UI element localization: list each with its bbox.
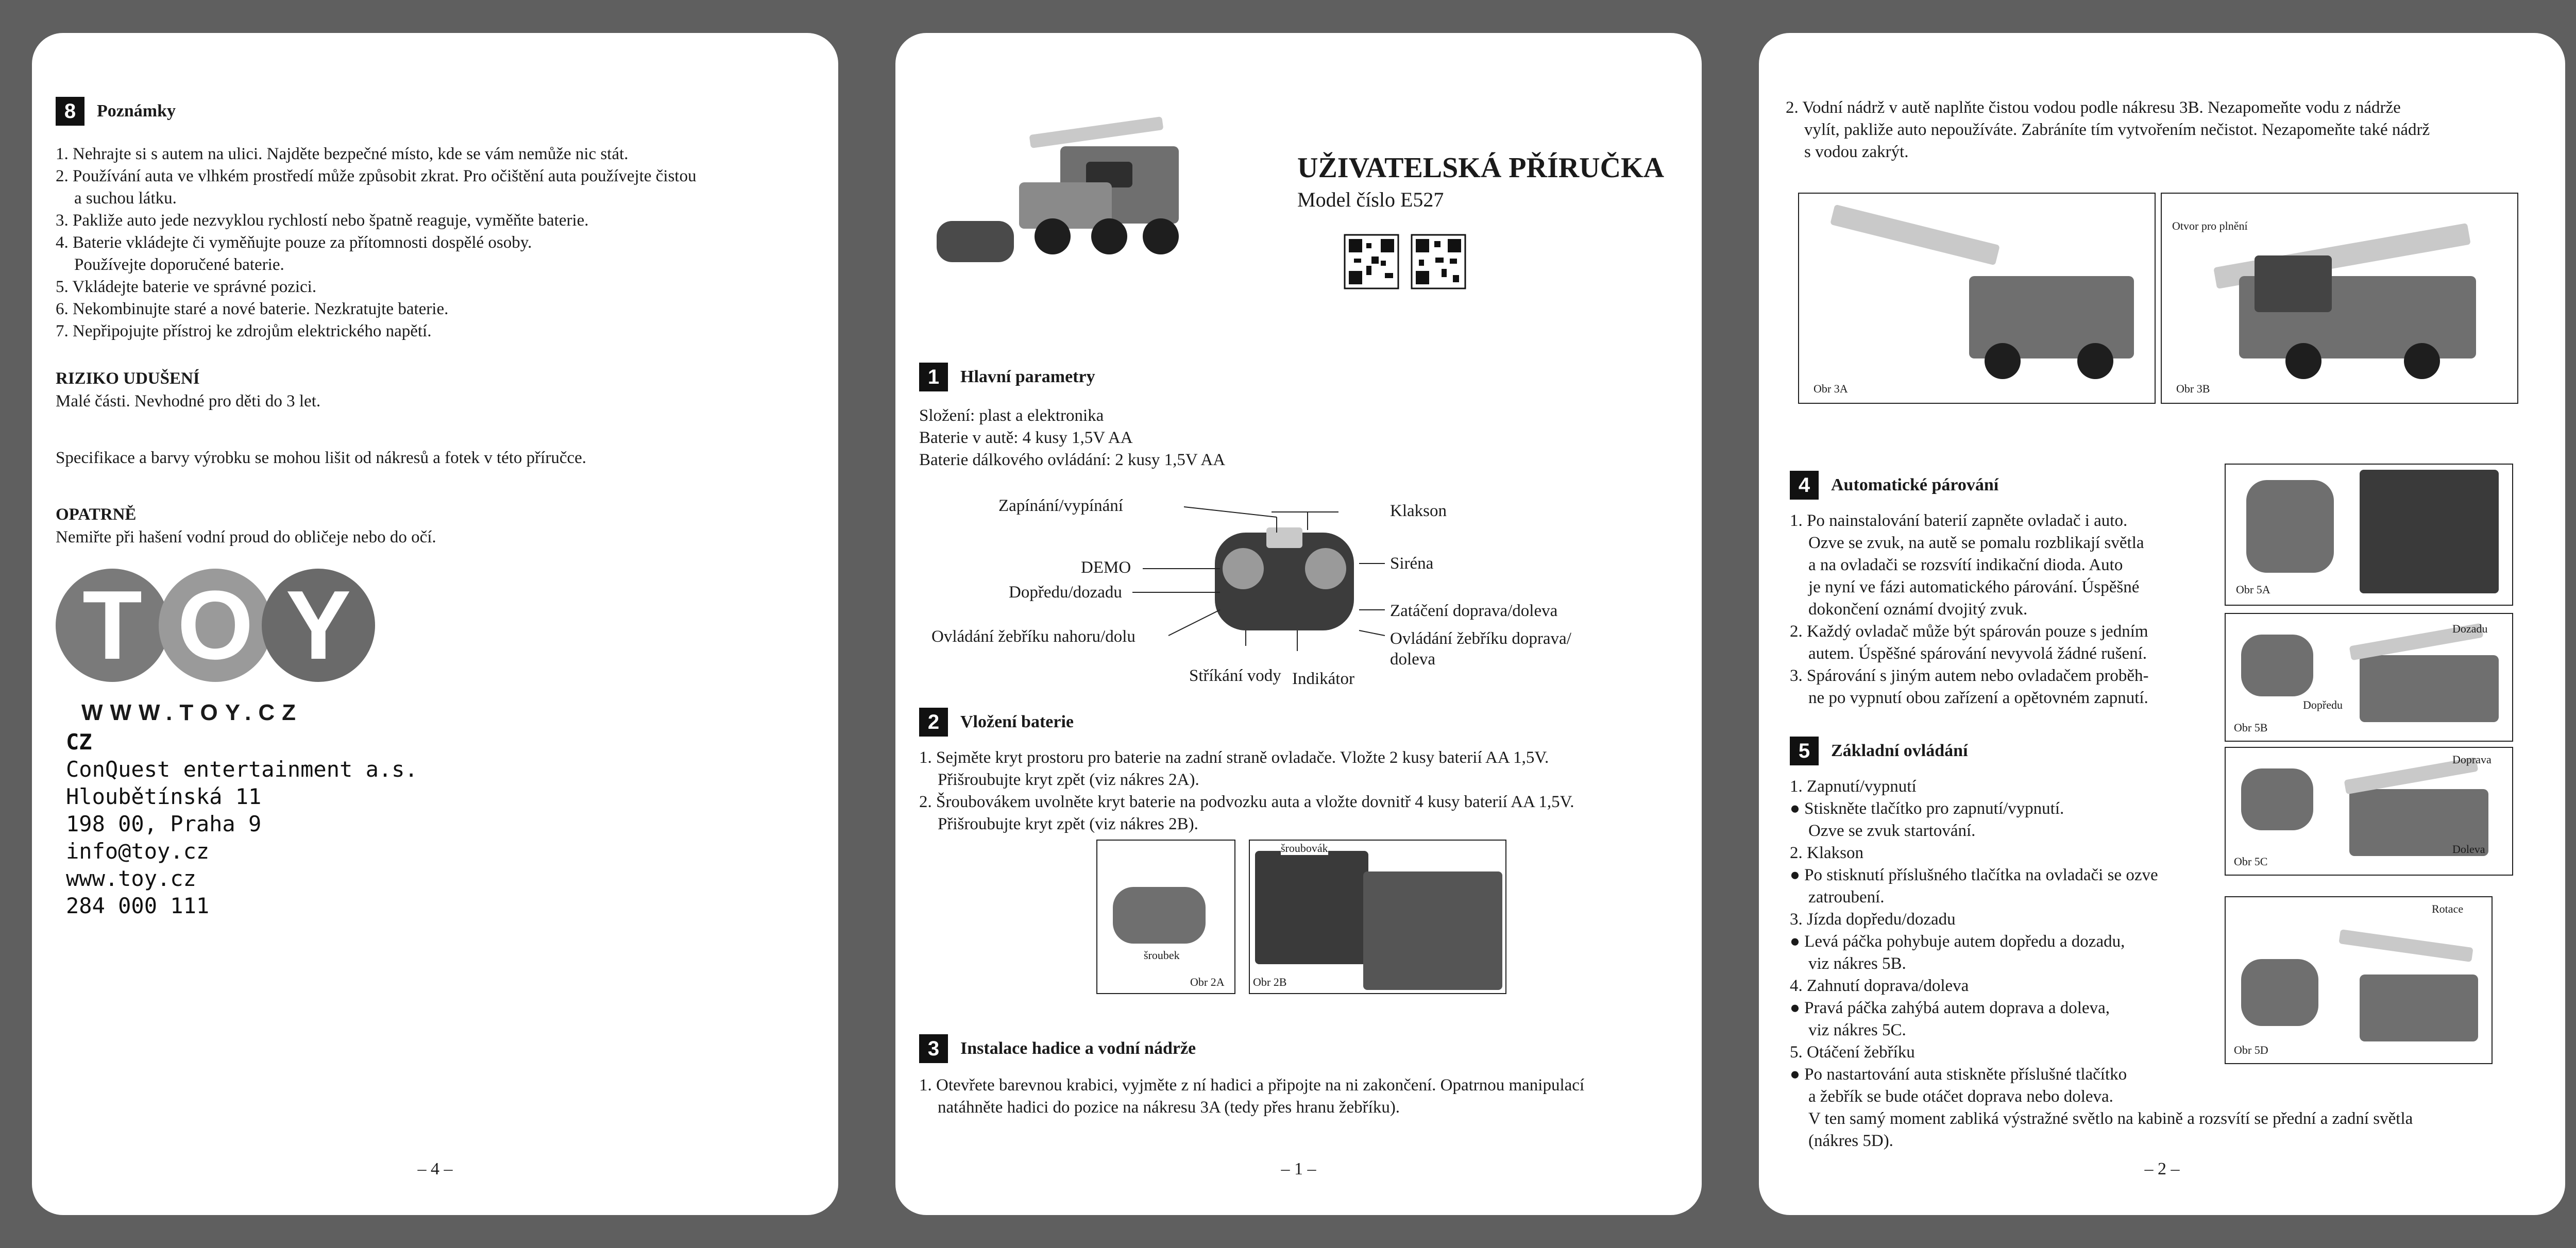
controller-image: [2241, 959, 2318, 1026]
page-4: [32, 33, 838, 1215]
section-8-header: [56, 97, 176, 126]
param-car-battery: Baterie v autě: 4 kusy 1,5V AA: [919, 429, 1133, 447]
figure-label: Obr 3A: [1814, 382, 1848, 395]
figure-5d: [2225, 896, 2493, 1064]
section-1-header: [919, 363, 1095, 391]
figure-5c: [2225, 747, 2513, 876]
figure-3a: [1798, 193, 2156, 404]
figure-label: Obr 5B: [2234, 721, 2268, 734]
toy-logo: [56, 569, 385, 733]
contact-street: Hloubětínská 11: [66, 784, 262, 809]
section-5-header: [1790, 737, 1968, 765]
controller-image: [2241, 768, 2313, 830]
contact-block: [66, 728, 418, 919]
page-2: [1759, 33, 2565, 1215]
wheel: [1091, 218, 1127, 254]
contact-email[interactable]: info@toy.cz: [66, 839, 210, 864]
hose-steps: [919, 1074, 1682, 1119]
qr-code-1-icon: [1345, 235, 1398, 288]
label-indicator: Indikátor: [1292, 670, 1354, 688]
truck-image: [2360, 975, 2478, 1041]
list-item: Přišroubujte kryt zpět (viz nákres 2A).: [938, 771, 1199, 789]
param-remote-battery: Baterie dálkového ovládání: 2 kusy 1,5V AA: [919, 451, 1226, 469]
caution-title: OPATRNĚ: [56, 505, 137, 524]
figure-3b: [2161, 193, 2518, 404]
label-power: Zapínání/vypínání: [998, 497, 1123, 515]
label-ladder-left-right-2: doleva: [1390, 650, 1435, 669]
pairing-list: [1790, 510, 2233, 709]
direction-label: Dozadu: [2452, 622, 2488, 635]
list-item: 1. Nehrajte si s autem na ulici. Najděte bezpečné místo, kde se vám nemůže nic stát.: [56, 145, 629, 163]
wheel: [1143, 218, 1179, 254]
figure-inner-label: šroubek: [1144, 949, 1180, 962]
list-item: 4. Zahnutí doprava/doleva: [1790, 977, 1969, 995]
controller-image: [2246, 480, 2334, 573]
notes-list: [56, 143, 818, 343]
figure-inner-label: Otvor pro plnění: [2172, 219, 2248, 232]
param-material: Složení: plast a elektronika: [919, 406, 1104, 425]
page-number: – 4 –: [417, 1159, 453, 1178]
section-title: Hlavní parametry: [960, 367, 1095, 386]
direction-label: Rotace: [2432, 902, 2464, 915]
section-4-header: [1790, 471, 1998, 500]
logo-letter-y: Y: [262, 569, 375, 682]
list-item: 2. Vodní nádrž v autě naplňte čistou vodou podle nákresu 3B. Nezapomeňte vodu z nádrže: [1786, 98, 2401, 117]
figure-label: Obr 2A: [1190, 976, 1225, 988]
section-3-header: [919, 1034, 1196, 1063]
section-number: 1: [919, 363, 948, 391]
list-item: Přišroubujte kryt zpět (viz nákres 2B).: [938, 815, 1198, 833]
qr-codes: [1344, 234, 1467, 292]
list-item: 1. Sejměte kryt prostoru pro baterie na zadní straně ovladače. Vložte 2 kusy baterií AA 1,5V.: [919, 748, 1549, 767]
section-title: Poznámky: [97, 101, 176, 121]
figure-label: Obr 2B: [1253, 976, 1287, 988]
truck-underside-image: [1363, 871, 1502, 990]
wheel: [1035, 218, 1071, 254]
list-item: dokončení oznámí dvojitý zvuk.: [1808, 600, 2028, 619]
list-item: ● Levá páčka pohybuje autem dopředu a dozadu,: [1790, 932, 2125, 951]
label-demo: DEMO: [1081, 558, 1131, 577]
contact-company: ConQuest entertainment a.s.: [66, 757, 418, 782]
label-ladder-up-down: Ovládání žebříku nahoru/dolu: [931, 627, 1136, 646]
logo-url: WWW.TOY.CZ: [81, 700, 303, 725]
list-item: 1. Zapnutí/vypnutí: [1790, 777, 1917, 796]
list-item: natáhněte hadici do pozice na nákresu 3A (tedy přes hranu žebříku).: [938, 1098, 1400, 1117]
direction-label: Doprava: [2452, 753, 2492, 766]
figure-label: Obr 3B: [2176, 382, 2210, 395]
logo-letter-t: T: [56, 569, 169, 682]
params-list: [919, 405, 1225, 471]
list-item: zatroubení.: [1808, 888, 1885, 907]
page-number: – 2 –: [2144, 1159, 2180, 1178]
list-item: 7. Nepřipojujte přístroj ke zdrojům elektrického napětí.: [56, 322, 432, 340]
wheel: [2077, 343, 2113, 379]
list-item: ne po vypnutí obou zařízení a opětovném zapnutí.: [1808, 689, 2148, 707]
list-item: viz nákres 5C.: [1808, 1021, 1906, 1039]
list-item: Ozve se zvuk, na autě se pomalu rozblikají světla: [1808, 534, 2144, 552]
contact-web[interactable]: www.toy.cz: [66, 866, 196, 891]
list-item: ● Po nastartování auta stiskněte příslušné tlačítko: [1790, 1065, 2127, 1084]
list-item: autem. Úspěšné spárování nevyvolá žádné rušení.: [1808, 644, 2147, 663]
list-item: 1. Otevřete barevnou krabici, vyjměte z ní hadici a připojte na ni zakončení. Opatrnou manipulací: [919, 1076, 1585, 1095]
section-number: 3: [919, 1034, 948, 1063]
remote-controller-image: [937, 221, 1014, 262]
contact-country: CZ: [66, 729, 92, 755]
truck-front-image: [2360, 470, 2499, 593]
list-item: ● Stiskněte tlačítko pro zapnutí/vypnutí.: [1790, 799, 2064, 818]
list-item: 6. Nekombinujte staré a nové baterie. Nezkratujte baterie.: [56, 300, 449, 318]
qr-code-2-icon: [1412, 235, 1465, 288]
product-image: [937, 110, 1205, 280]
figure-label: Obr 5A: [2236, 583, 2270, 596]
manual-title: UŽIVATELSKÁ PŘÍRUČKA: [1297, 152, 1665, 184]
controller-diagram: [916, 486, 1637, 692]
risk-text: Malé části. Nevhodné pro děti do 3 let.: [56, 392, 321, 411]
caution-text: Nemiřte při hašení vodní proud do obličeje nebo do očí.: [56, 528, 436, 546]
section-title: Instalace hadice a vodní nádrže: [960, 1039, 1196, 1058]
list-item: 3. Spárování s jiným autem nebo ovladačem proběh-: [1790, 666, 2149, 685]
figure-inner-label: šroubovák: [1281, 842, 1328, 854]
label-horn: Klakson: [1390, 502, 1447, 520]
list-item: ● Pravá páčka zahýbá autem doprava a doleva,: [1790, 999, 2110, 1017]
list-item: 4. Baterie vkládejte či vyměňujte pouze za přítomnosti dospělé osoby.: [56, 233, 532, 252]
page-number: – 1 –: [1281, 1159, 1316, 1178]
section-number: 4: [1790, 471, 1819, 500]
list-item: Používejte doporučené baterie.: [74, 255, 284, 274]
list-item: 2. Klakson: [1790, 844, 1863, 862]
direction-label: Doleva: [2452, 843, 2485, 856]
wheel: [1985, 343, 2021, 379]
list-item: 3. Pakliže auto jede nezvyklou rychlostí nebo špatně reaguje, vyměňte baterie.: [56, 211, 589, 230]
label-ladder-left-right: Ovládání žebříku doprava/: [1390, 629, 1571, 648]
section-number: 5: [1790, 737, 1819, 765]
model-number: Model číslo E527: [1297, 188, 1444, 211]
list-item: 2. Šroubovákem uvolněte kryt baterie na podvozku auta a vložte dovnitř 4 kusy baterií AA 1,5V.: [919, 793, 1574, 811]
list-item: 5. Otáčení žebříku: [1790, 1043, 1915, 1062]
section-number: 8: [56, 97, 84, 126]
spec-text: Specifikace a barvy výrobku se mohou lišit od nákresů a fotek v této příručce.: [56, 449, 587, 467]
direction-label: Dopředu: [2303, 698, 2343, 711]
contact-city: 198 00, Praha 9: [66, 811, 262, 836]
list-item: je nyní ve fázi automatického párování. Úspěšné: [1808, 578, 2140, 596]
label-water-spray: Stříkání vody: [1189, 666, 1281, 685]
truck-image: [2360, 655, 2499, 722]
list-item: 3. Jízda dopředu/dozadu: [1790, 910, 1956, 929]
list-item: vylít, pakliže auto nepoužíváte. Zabráníte tím vytvořením nečistot. Nezapomeňte také nádrž: [1804, 121, 2430, 139]
list-item: (nákres 5D).: [1808, 1132, 1893, 1150]
controller-back-image: [1113, 887, 1206, 944]
label-siren: Siréna: [1390, 554, 1434, 573]
controller-image: [2241, 635, 2313, 696]
figure-5a: [2225, 464, 2513, 606]
section-title: Vložení baterie: [960, 712, 1074, 731]
list-item: 5. Vkládejte baterie ve správné pozici.: [56, 278, 317, 296]
figure-5b: [2225, 613, 2513, 742]
list-item: a žebřík se bude otáčet doprava nebo doleva.: [1808, 1087, 2113, 1106]
ladder-image: [2338, 929, 2473, 962]
ladder-image: [1830, 204, 2000, 266]
section-2-header: [919, 708, 1074, 737]
logo-letter-o: O: [159, 569, 272, 682]
figure-2b: [1249, 840, 1506, 994]
figure-2a: [1096, 840, 1235, 994]
section-title: Základní ovládání: [1831, 741, 1968, 760]
list-item: 1. Po nainstalování baterií zapněte ovladač i auto.: [1790, 511, 2128, 530]
section-number: 2: [919, 708, 948, 737]
section-title: Automatické párování: [1831, 475, 1999, 494]
list-item: viz nákres 5B.: [1808, 954, 1906, 973]
truck-ladder: [1029, 116, 1163, 148]
wheel: [2285, 343, 2321, 379]
battery-steps: [919, 747, 1682, 835]
label-forward-back: Dopředu/dozadu: [1009, 583, 1122, 602]
list-item: 2. Používání auta ve vlhkém prostředí může způsobit zkrat. Pro očištění auta používejte čistou: [56, 167, 697, 185]
risk-title: RIZIKO UDUŠENÍ: [56, 369, 200, 388]
list-item: ● Po stisknutí příslušného tlačítka na ovladači se ozve: [1790, 866, 2158, 884]
figure-label: Obr 5C: [2234, 855, 2268, 868]
battery-compartment-image: [1255, 851, 1368, 964]
page-1: [895, 33, 1702, 1215]
label-turn: Zatáčení doprava/doleva: [1390, 602, 1558, 620]
list-item: 2. Každý ovladač může být spárován pouze s jedním: [1790, 622, 2148, 641]
figure-label: Obr 5D: [2234, 1044, 2268, 1056]
list-item: V ten samý moment zabliká výstražné světlo na kabině a rozsvítí se přední a zadní světla: [1808, 1109, 2413, 1128]
list-item: Ozve se zvuk startování.: [1808, 822, 1976, 840]
list-item: a na ovladači se rozsvítí indikační dioda. Auto: [1808, 556, 2123, 574]
list-item: a suchou látku.: [74, 189, 177, 208]
wheel: [2404, 343, 2440, 379]
list-item: s vodou zakrýt.: [1804, 143, 1909, 161]
contact-phone: 284 000 111: [66, 893, 210, 918]
water-steps: [1786, 97, 2548, 163]
water-tank-image: [2255, 255, 2332, 312]
